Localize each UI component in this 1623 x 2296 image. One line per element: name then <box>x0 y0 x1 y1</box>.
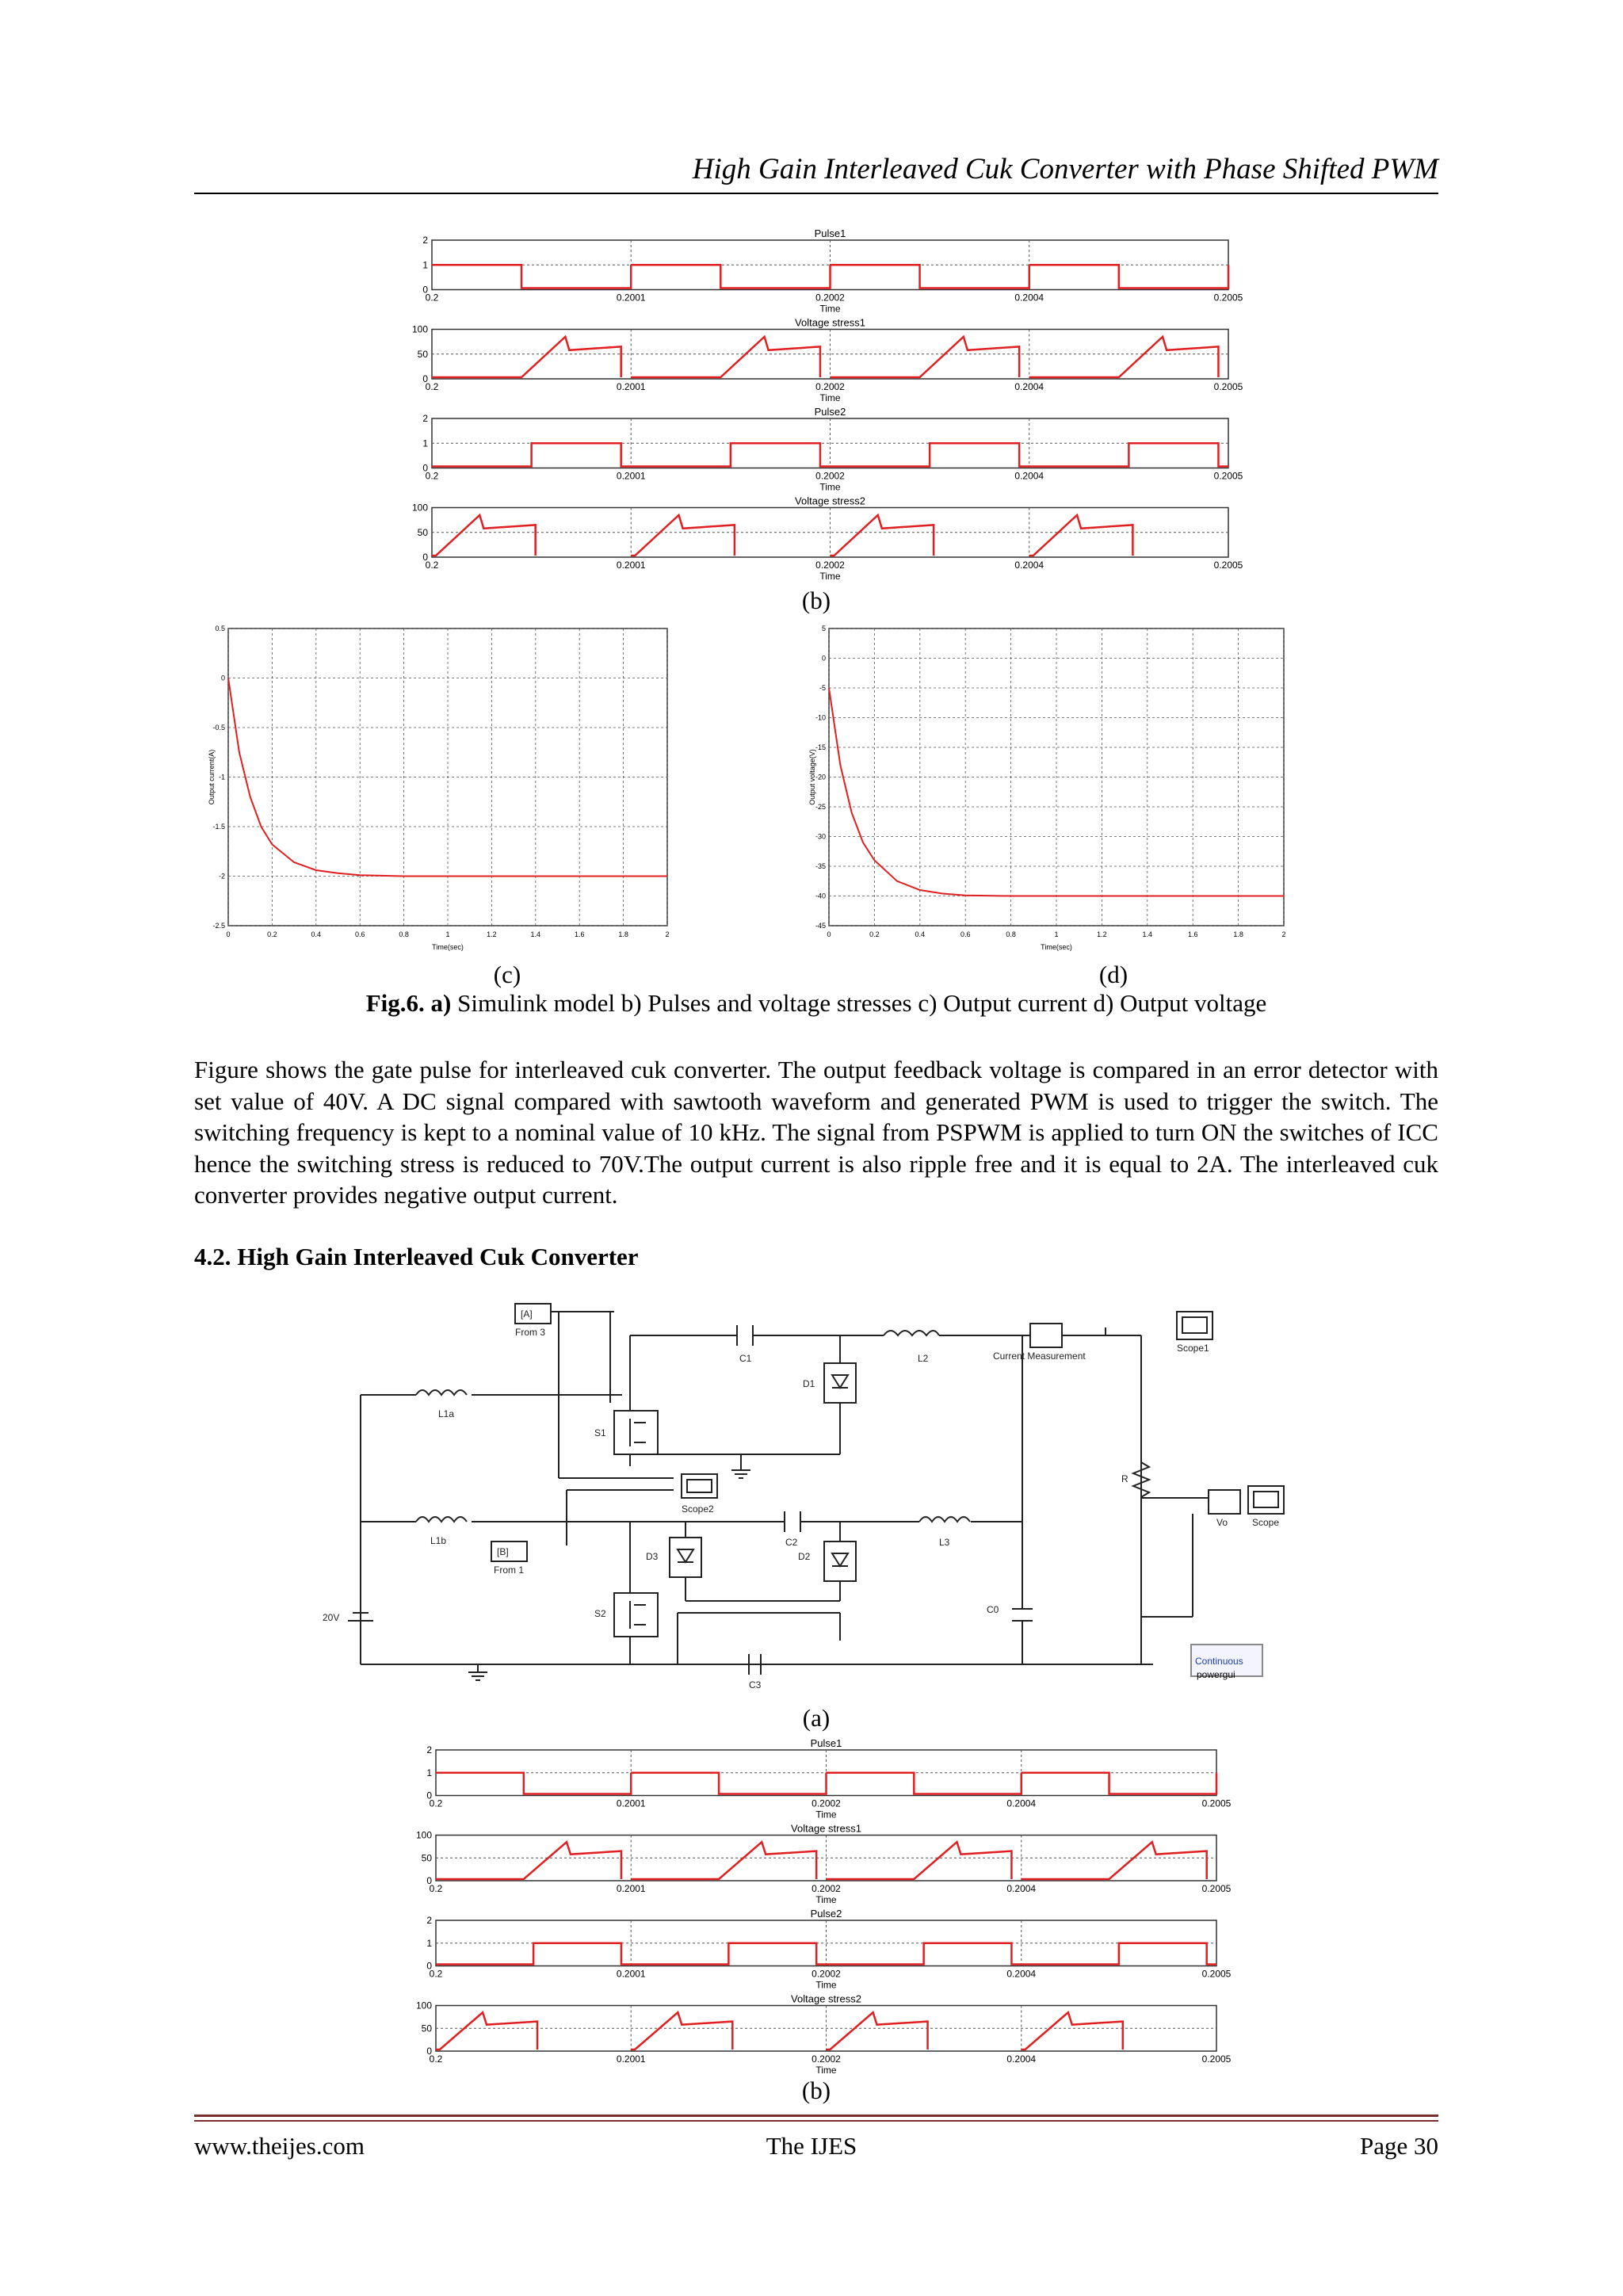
y-tick-label: -2 <box>218 872 225 881</box>
x-tick-label: 0.2002 <box>815 560 845 571</box>
y-tick-label: -10 <box>815 713 826 722</box>
y-tick-label: 50 <box>417 348 428 360</box>
running-header: High Gain Interleaved Cuk Converter with Phase Shifted PWM <box>692 153 1438 185</box>
x-tick-label: 0.2004 <box>1006 1968 1037 1980</box>
output-current-plot <box>208 622 675 963</box>
y-tick-label: 100 <box>411 502 428 514</box>
x-tick-label: 0.2004 <box>1014 292 1044 304</box>
y-tick-label: 0 <box>422 462 428 474</box>
y-tick-label: 50 <box>421 1852 432 1864</box>
x-tick-label: 0.2002 <box>812 2053 841 2065</box>
y-tick-label: 100 <box>411 323 428 335</box>
x-tick-label: 1 <box>1054 930 1059 938</box>
header-rule <box>194 193 1438 194</box>
d3-label: D3 <box>646 1551 659 1562</box>
y-tick-label: -40 <box>815 892 826 900</box>
from1-label: From 1 <box>494 1564 525 1576</box>
x-tick-label: 0.2002 <box>815 470 845 482</box>
source-label: 20V <box>323 1612 340 1623</box>
r-label: R <box>1121 1473 1128 1484</box>
from3-label: From 3 <box>515 1327 546 1338</box>
y-tick-label: 1 <box>422 259 428 271</box>
from1-tag: [B] <box>497 1546 509 1557</box>
x-tick-label: 1.6 <box>574 930 585 938</box>
x-axis-label: Time <box>819 303 841 315</box>
panel-title: Voltage stress1 <box>791 1822 861 1835</box>
y-tick-label: 100 <box>415 1829 432 1841</box>
output-voltage-label: (d) <box>1098 961 1128 988</box>
y-tick-label: 0 <box>426 1790 432 1801</box>
continuous-label: Continuous <box>1195 1656 1243 1667</box>
c0-label: C0 <box>987 1604 999 1615</box>
x-tick-label: 0.2005 <box>1201 1883 1232 1894</box>
output-current-label: (c) <box>493 961 521 988</box>
x-axis-label: Time <box>815 1809 837 1820</box>
x-tick-label: 0.2001 <box>616 2053 646 2065</box>
footer-page-number: Page 30 <box>1359 2132 1438 2160</box>
footer-journal: The IJES <box>766 2132 857 2160</box>
y-tick-label: -0.5 <box>212 724 225 732</box>
d2-label: D2 <box>798 1551 811 1562</box>
x-tick-label: 0.2 <box>425 560 439 571</box>
y-tick-label: 0 <box>220 674 225 682</box>
x-tick-label: 0.2005 <box>1201 2053 1232 2065</box>
x-axis-label: Time <box>815 1979 837 1991</box>
scope-label: Scope <box>1252 1517 1280 1528</box>
y-tick-label: 50 <box>421 2023 432 2034</box>
c2-label: C2 <box>785 1537 798 1548</box>
panel-title: Pulse1 <box>814 227 846 239</box>
circuit-diagram <box>313 1300 1288 1690</box>
l2-label: L2 <box>918 1353 929 1364</box>
y-tick-label: -2.5 <box>212 922 225 930</box>
x-tick-label: 0.6 <box>960 930 971 938</box>
scope1-label: Scope1 <box>1177 1343 1209 1354</box>
y-axis-label: Output current(A) <box>208 749 216 805</box>
y-axis-label: Output voltage(V) <box>808 749 816 805</box>
x-tick-label: 2 <box>665 930 670 938</box>
x-tick-label: 0.4 <box>915 930 926 938</box>
x-tick-label: 0.2002 <box>812 1797 841 1809</box>
x-tick-label: 0.2 <box>429 1883 443 1894</box>
x-tick-label: 0.2004 <box>1014 560 1044 571</box>
panel-title: Pulse2 <box>814 406 846 418</box>
y-tick-label: 1 <box>426 1937 432 1949</box>
figure-caption <box>194 989 1438 1018</box>
x-tick-label: 0.2005 <box>1201 1968 1232 1980</box>
y-tick-label: -30 <box>815 832 826 841</box>
y-tick-label: 0 <box>422 373 428 384</box>
x-tick-label: 1.2 <box>1097 930 1107 938</box>
y-tick-label: 2 <box>422 235 428 246</box>
x-tick-label: 0.2002 <box>815 381 845 392</box>
x-tick-label: 0.2002 <box>812 1968 841 1980</box>
x-tick-label: 0.2002 <box>815 292 845 304</box>
y-tick-label: 50 <box>417 526 428 538</box>
x-tick-label: 1 <box>445 930 450 938</box>
c1-label: C1 <box>739 1353 752 1364</box>
bottom-waveform-figure <box>400 1736 1240 2076</box>
x-tick-label: 0.2001 <box>616 1968 646 1980</box>
y-tick-label: 0 <box>426 1875 432 1886</box>
panel-title: Voltage stress1 <box>795 316 865 329</box>
x-tick-label: 0 <box>827 930 831 938</box>
figure-caption-prefix: Fig.6. a) <box>365 989 452 1017</box>
y-tick-label: 2 <box>426 1915 432 1926</box>
x-tick-label: 0.2001 <box>616 1883 646 1894</box>
x-tick-label: 0.2 <box>267 930 277 938</box>
s1-label: S1 <box>594 1427 606 1438</box>
x-tick-label: 0.6 <box>354 930 365 938</box>
x-tick-label: 0.2 <box>429 1797 443 1809</box>
x-tick-label: 0.2001 <box>616 470 646 482</box>
x-tick-label: 0.2004 <box>1006 2053 1037 2065</box>
x-tick-label: 2 <box>1281 930 1286 938</box>
bottom-waveform-label: (b) <box>801 2076 831 2104</box>
x-tick-label: 0.2 <box>425 381 439 392</box>
x-tick-label: 0.2001 <box>616 292 646 304</box>
c3-label: C3 <box>749 1679 762 1690</box>
s2-label: S2 <box>594 1608 606 1619</box>
x-tick-label: 0.2001 <box>616 1797 646 1809</box>
y-tick-label: 0 <box>426 1960 432 1972</box>
y-tick-label: 0.5 <box>215 625 225 632</box>
y-tick-label: -1.5 <box>212 823 225 831</box>
x-tick-label: 0.2002 <box>812 1883 841 1894</box>
x-axis-label: Time <box>815 1894 837 1905</box>
l3-label: L3 <box>939 1537 950 1548</box>
panel-title: Voltage stress2 <box>791 1992 861 2005</box>
x-tick-label: 1.6 <box>1187 930 1198 938</box>
x-tick-label: 0.2005 <box>1213 560 1243 571</box>
y-tick-label: 100 <box>415 2000 432 2011</box>
x-axis-label: Time(sec) <box>432 943 464 951</box>
footer-rule <box>194 2115 1438 2117</box>
from3-tag: [A] <box>521 1308 533 1320</box>
x-tick-label: 0.2004 <box>1014 470 1044 482</box>
top-waveform-label: (b) <box>801 586 831 614</box>
x-tick-label: 0.2004 <box>1014 381 1044 392</box>
powergui-label: powergui <box>1197 1669 1235 1680</box>
scope2-label: Scope2 <box>682 1503 714 1515</box>
x-tick-label: 0.2005 <box>1213 470 1243 482</box>
x-tick-label: 0.2 <box>429 2053 443 2065</box>
x-tick-label: 0.4 <box>311 930 322 938</box>
l1a-label: L1a <box>438 1408 455 1419</box>
x-tick-label: 0.2 <box>429 1968 443 1980</box>
x-tick-label: 0.2004 <box>1006 1797 1037 1809</box>
x-tick-label: 0.2005 <box>1201 1797 1232 1809</box>
section-heading: 4.2. High Gain Interleaved Cuk Converter <box>194 1243 639 1270</box>
y-tick-label: -5 <box>819 684 826 692</box>
x-tick-label: 0.2001 <box>616 381 646 392</box>
y-tick-label: -1 <box>218 773 225 781</box>
y-tick-label: 1 <box>426 1767 432 1778</box>
y-tick-label: -25 <box>815 803 826 811</box>
x-tick-label: 0.2 <box>425 470 439 482</box>
x-tick-label: 0.2 <box>869 930 880 938</box>
y-tick-label: 2 <box>422 413 428 424</box>
footer-website: www.theijes.com <box>194 2132 365 2160</box>
y-tick-label: -15 <box>815 743 826 751</box>
x-tick-label: 0.2005 <box>1213 292 1243 304</box>
x-tick-label: 0.8 <box>399 930 409 938</box>
x-tick-label: 0.2 <box>425 292 439 304</box>
y-tick-label: 0 <box>422 552 428 563</box>
y-tick-label: 2 <box>426 1744 432 1755</box>
l1b-label: L1b <box>430 1535 447 1546</box>
y-tick-label: 0 <box>426 2046 432 2057</box>
x-tick-label: 1.8 <box>1233 930 1243 938</box>
x-tick-label: 0.2001 <box>616 560 646 571</box>
top-waveform-figure <box>396 226 1252 583</box>
footer-rule-thin <box>194 2120 1438 2122</box>
x-tick-label: 0 <box>226 930 231 938</box>
y-tick-label: -35 <box>815 862 826 870</box>
x-tick-label: 0.2004 <box>1006 1883 1037 1894</box>
panel-title: Voltage stress2 <box>795 495 865 507</box>
y-tick-label: 1 <box>422 437 428 449</box>
x-tick-label: 1.4 <box>530 930 541 938</box>
x-axis-label: Time(sec) <box>1041 943 1072 951</box>
x-axis-label: Time <box>815 2065 837 2076</box>
x-tick-label: 0.2005 <box>1213 381 1243 392</box>
panel-title: Pulse2 <box>810 1908 842 1920</box>
y-tick-label: 5 <box>821 625 826 632</box>
circuit-label: (a) <box>802 1704 831 1732</box>
figure-caption-text: Simulink model b) Pulses and voltage stresses c) Output current d) Output voltage <box>451 989 1267 1017</box>
current-measurement-label: Current Measurement <box>993 1350 1086 1362</box>
x-tick-label: 1.4 <box>1142 930 1153 938</box>
x-axis-label: Time <box>819 392 841 403</box>
y-tick-label: -45 <box>815 922 826 930</box>
x-axis-label: Time <box>819 571 841 582</box>
output-voltage-plot <box>808 622 1292 963</box>
x-tick-label: 0.8 <box>1006 930 1016 938</box>
y-tick-label: -20 <box>815 773 826 781</box>
vo-label: Vo <box>1216 1517 1228 1528</box>
x-tick-label: 1.8 <box>618 930 628 938</box>
panel-title: Pulse1 <box>810 1737 842 1749</box>
d1-label: D1 <box>803 1378 815 1389</box>
body-paragraph: Figure shows the gate pulse for interleaved cuk converter. The output feedback voltage is compared in an error detector with set value of 40V. A DC signal compared with sawtooth waveform and generated PWM is used to trigger the switch. The switching frequency is kept to a nominal value of 10 kHz. The signal from PSPWM is applied to turn ON the switches of ICC hence the switching stress is reduced to 70V.The output current is also ripple free and it is equal to 2A. The interleaved cuk converter provides negative output current. <box>194 1056 1438 1209</box>
y-tick-label: 0 <box>821 654 826 663</box>
y-tick-label: 0 <box>422 284 428 296</box>
x-axis-label: Time <box>819 481 841 493</box>
x-tick-label: 1.2 <box>487 930 497 938</box>
